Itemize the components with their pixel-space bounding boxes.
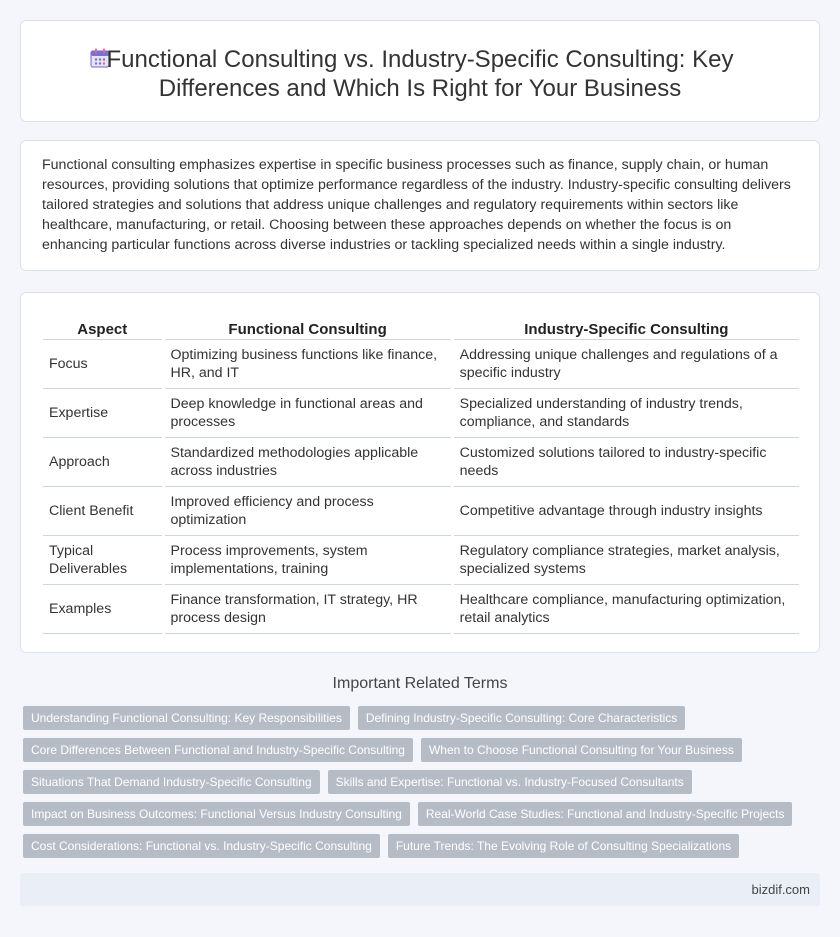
table-cell-functional: Standardized methodologies applicable across industries xyxy=(163,437,452,486)
table-cell-industry: Addressing unique challenges and regulations of a specific industry xyxy=(452,339,799,388)
tag-row xyxy=(23,738,813,762)
footer xyxy=(20,873,820,906)
tag-row xyxy=(23,802,813,826)
table-cell-functional: Deep knowledge in functional areas and processes xyxy=(163,388,452,437)
related-term-link[interactable]: Cost Considerations: Functional vs. Industry-Specific Consulting xyxy=(23,834,380,858)
header-industry: Industry-Specific Consulting xyxy=(452,315,799,339)
related-term-link[interactable]: Impact on Business Outcomes: Functional Versus Industry Consulting xyxy=(23,802,410,826)
table-cell-industry: Regulatory compliance strategies, market analysis, specialized systems xyxy=(452,535,799,584)
tag-row xyxy=(23,770,813,794)
comparison-table-card xyxy=(20,292,820,653)
title-card xyxy=(20,20,820,122)
table-row xyxy=(43,584,799,633)
table-row xyxy=(43,486,799,535)
table-cell-industry: Competitive advantage through industry insights xyxy=(452,486,799,535)
related-term-link[interactable]: Future Trends: The Evolving Role of Consulting Specializations xyxy=(388,834,739,858)
table-cell-industry: Customized solutions tailored to industry-specific needs xyxy=(452,437,799,486)
table-row xyxy=(43,388,799,437)
tag-row xyxy=(23,834,813,858)
table-cell-functional: Improved efficiency and process optimization xyxy=(163,486,452,535)
related-term-link[interactable]: Defining Industry-Specific Consulting: Core Characteristics xyxy=(358,706,685,730)
related-term-link[interactable]: Situations That Demand Industry-Specific Consulting xyxy=(23,770,320,794)
related-term-link[interactable]: When to Choose Functional Consulting for Your Business xyxy=(421,738,742,762)
table-cell-industry: Healthcare compliance, manufacturing optimization, retail analytics xyxy=(452,584,799,633)
comparison-table xyxy=(43,315,799,634)
header-aspect: Aspect xyxy=(43,315,163,339)
related-term-link[interactable]: Understanding Functional Consulting: Key Responsibilities xyxy=(23,706,350,730)
table-cell-aspect: Examples xyxy=(43,584,163,633)
intro-card xyxy=(20,140,820,271)
related-term-link[interactable]: Skills and Expertise: Functional vs. Industry-Focused Consultants xyxy=(328,770,692,794)
table-cell-functional: Finance transformation, IT strategy, HR process design xyxy=(163,584,452,633)
related-term-link[interactable]: Real-World Case Studies: Functional and Industry-Specific Projects xyxy=(418,802,793,826)
table-cell-functional: Process improvements, system implementations, training xyxy=(163,535,452,584)
related-terms-heading: Important Related Terms xyxy=(332,675,508,692)
table-cell-aspect: Approach xyxy=(43,437,163,486)
table-cell-industry: Specialized understanding of industry trends, compliance, and standards xyxy=(452,388,799,437)
related-terms-list xyxy=(23,706,813,866)
table-row xyxy=(43,437,799,486)
table-cell-aspect: Client Benefit xyxy=(43,486,163,535)
table-row xyxy=(43,535,799,584)
table-row xyxy=(43,339,799,388)
tag-row xyxy=(23,706,813,730)
table-cell-aspect: Focus xyxy=(43,339,163,388)
footer-site-link[interactable]: bizdif.com xyxy=(751,882,810,897)
table-header-row xyxy=(43,315,799,339)
table-cell-aspect: Typical Deliverables xyxy=(43,535,163,584)
table-cell-functional: Optimizing business functions like finance, HR, and IT xyxy=(163,339,452,388)
header-functional: Functional Consulting xyxy=(163,315,452,339)
page-title: Functional Consulting vs. Industry-Specific Consulting: Key Differences and Which Is Right for Your Business xyxy=(106,46,734,102)
related-term-link[interactable]: Core Differences Between Functional and Industry-Specific Consulting xyxy=(23,738,413,762)
intro-paragraph: Functional consulting emphasizes expertise in specific business processes such as finance, supply chain, or human resources, providing solutions that optimize performance regardless of the industry. Industry-specific consulting delivers tailored strategies and solutions that address unique challenges and regulatory requirements within sectors like healthcare, manufacturing, or retail. Choosing between these approaches depends on whether the focus is on enhancing particular functions across diverse industries or tackling specialized needs within a single industry. xyxy=(42,157,791,253)
table-cell-aspect: Expertise xyxy=(43,388,163,437)
